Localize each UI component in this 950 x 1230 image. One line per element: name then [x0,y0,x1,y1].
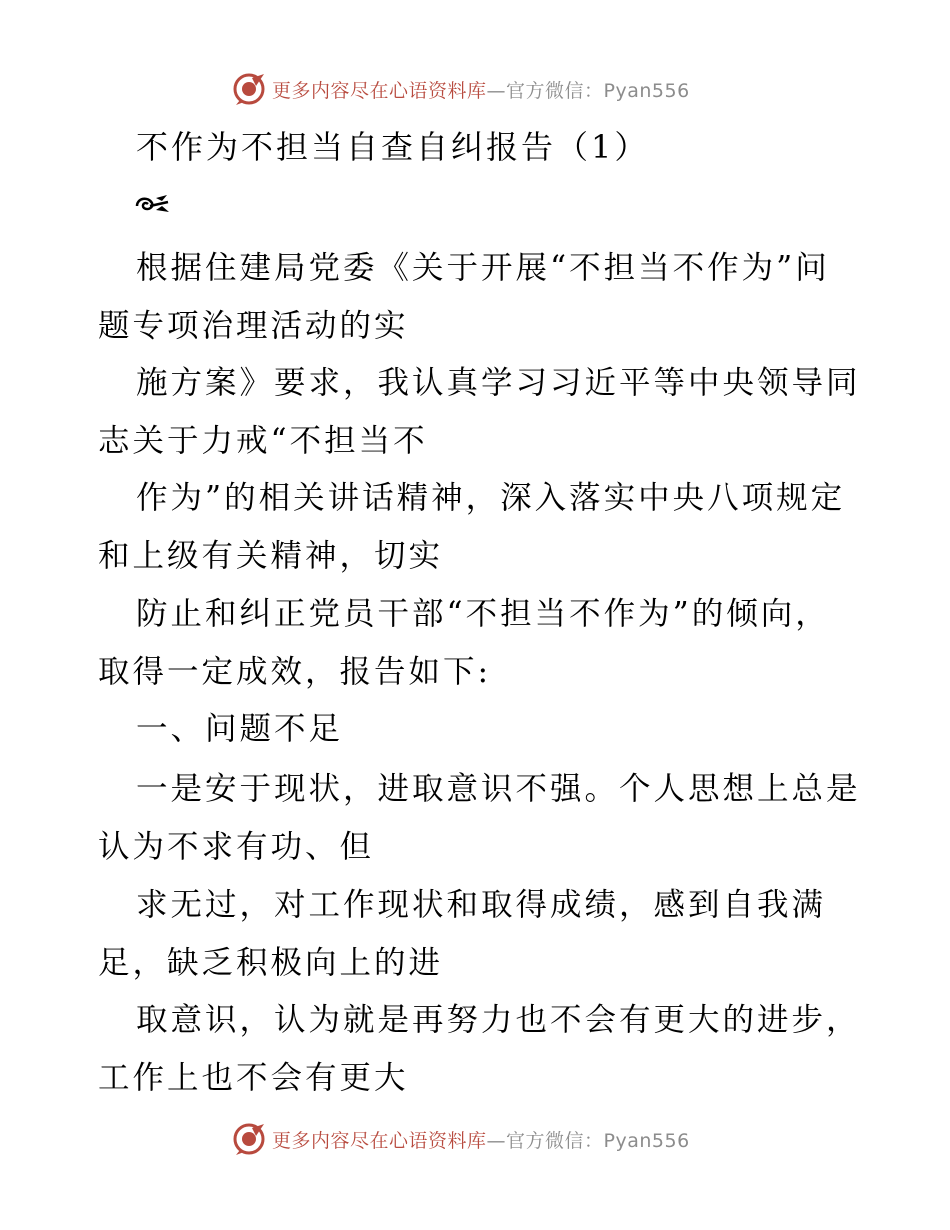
text-line: 认为不求有功、但 [98,829,375,865]
watermark-main-text: 更多内容尽在心语资料库 [272,1129,487,1152]
paragraph [98,876,858,992]
brand-logo-icon [232,1122,266,1156]
paragraph [98,469,858,585]
text-line: 一、问题不足 [136,711,344,747]
paragraph [98,760,861,876]
decorative-ornament-icon [134,192,172,216]
text-line: 取意识，认为就是再努力也不会有更大的进步， [136,1002,861,1038]
watermark-account: 官方微信：Pyan556 [506,79,690,102]
footer-watermark [232,1122,690,1156]
header-watermark [232,72,690,106]
text-line: 求无过，对工作现状和取得成绩，感到自我满 [136,887,827,923]
document-title: 不作为不担当自查自纠报告（1） [136,128,650,166]
text-line: 和上级有关精神，切实 [98,538,444,574]
text-line: 取得一定成效，报告如下: [98,654,492,690]
watermark-dash: — [486,1129,507,1152]
text-line: 一是安于现状，进取意识不强。个人思想上总是 [136,771,861,807]
watermark-text [272,1126,690,1153]
text-line: 作为”的相关讲话精神，深入落实中央八项规定 [136,480,846,516]
text-line: 施方案》要求，我认真学习习近平等中央领导同 [136,365,861,401]
paragraph [98,585,858,701]
watermark-text [272,76,690,103]
text-line: 志关于力戒“不担当不 [98,423,428,459]
text-line: 题专项治理活动的实 [98,308,409,344]
watermark-account: 官方微信：Pyan556 [506,1129,690,1152]
section-heading [98,700,858,758]
text-line: 工作上也不会有更大 [98,1060,409,1096]
paragraph [98,991,861,1107]
watermark-dash: — [486,79,507,102]
watermark-main-text: 更多内容尽在心语资料库 [272,79,487,102]
text-line: 防止和纠正党员干部“不担当不作为”的倾向， [136,596,830,632]
text-line: 足，缺乏积极向上的进 [98,945,444,981]
paragraph [98,239,858,355]
paragraph [98,354,861,470]
brand-logo-icon [232,72,266,106]
text-line: 根据住建局党委《关于开展“不担当不作为”问 [136,250,830,286]
